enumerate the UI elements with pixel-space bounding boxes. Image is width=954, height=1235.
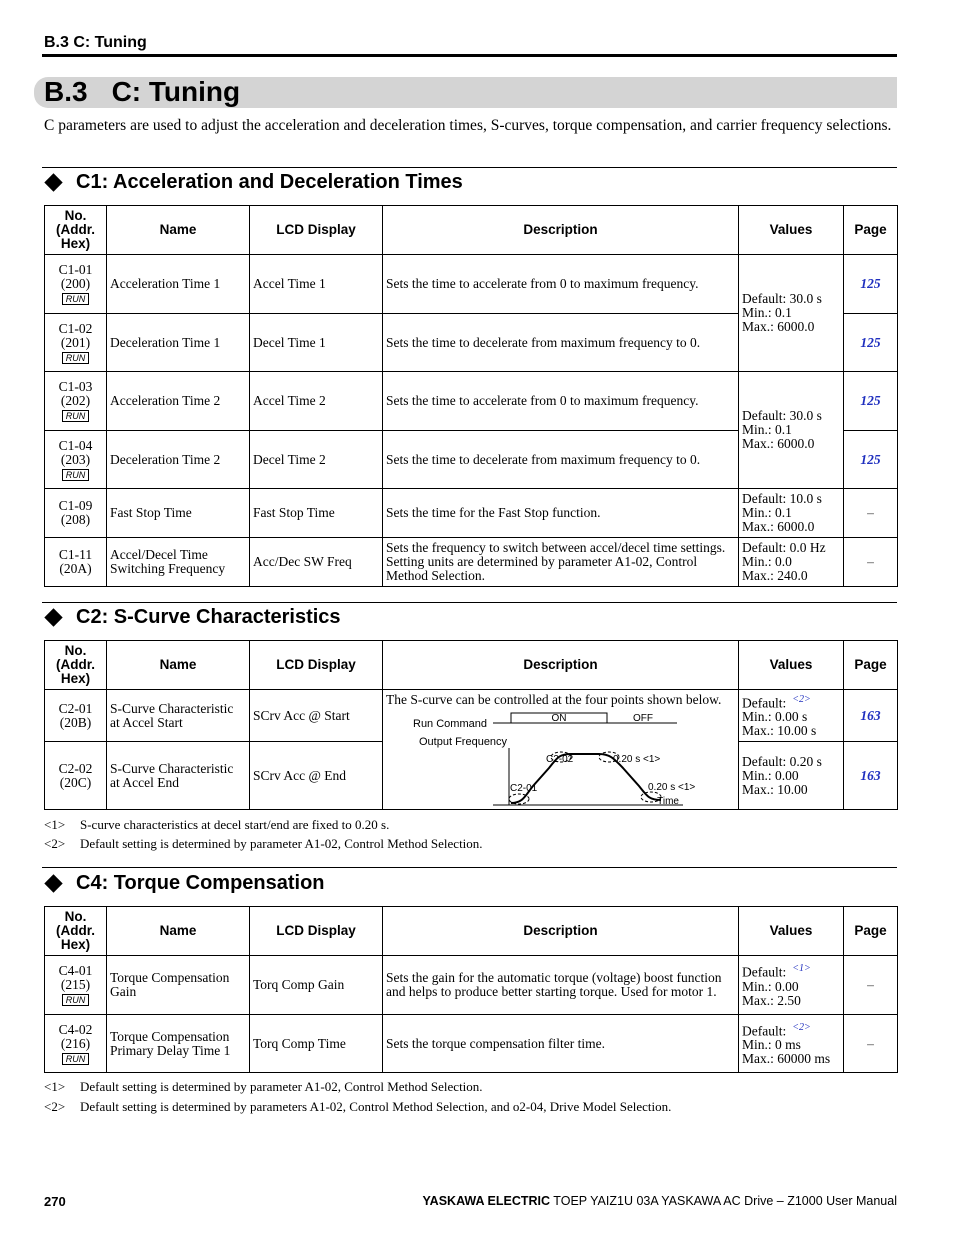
col-header-lcd: LCD Display [250,907,383,956]
param-values: Default: $^{<2>}$ Min.: 0 ms Max.: 60000 ms [739,1015,844,1073]
col-header-page: Page [844,206,898,255]
footer-manual-title: YASKAWA ELECTRIC TOEP YAIZ1U 03A YASKAWA AC Drive – Z1000 User Manual [422,1194,897,1208]
col-header-name: Name [107,206,250,255]
col-header-lcd: LCD Display [250,206,383,255]
run-badge: RUN [62,1053,90,1065]
col-header-page: Page [844,641,898,690]
on-label: ON [551,712,567,724]
page-cell: – [844,1015,898,1073]
lcd-display: Accel Time 1 [250,255,383,314]
param-number: C4-02 (216) RUN [45,1015,107,1073]
page-link[interactable]: 163 [844,742,898,810]
param-description: Sets the time for the Fast Stop function. [383,489,739,538]
page-link[interactable]: 125 [844,255,898,314]
section-title: C2: S-Curve Characteristics [76,606,341,628]
param-number: C1-04 (203) RUN [45,431,107,489]
param-number: C4-01 (215) RUN [45,956,107,1015]
c1-parameter-table [44,205,898,587]
param-name: S-Curve Characteristic at Accel End [107,742,250,810]
run-badge: RUN [62,994,90,1006]
diamond-bullet-icon [44,173,62,191]
param-number: C1-02 (201) RUN [45,314,107,372]
col-header-values: Values [739,206,844,255]
lcd-display: Decel Time 2 [250,431,383,489]
param-name: Deceleration Time 2 [107,431,250,489]
lcd-display: SCrv Acc @ End [250,742,383,810]
param-name: Deceleration Time 1 [107,314,250,372]
param-description: Sets the gain for the automatic torque (voltage) boost function and helps to produce better starting torque. Used for motor 1. [383,956,739,1015]
section-title: C1: Acceleration and Deceleration Times [76,171,463,193]
col-header-no: No. (Addr. Hex) [45,641,107,690]
section-heading-c2 [44,606,341,629]
c2-02-label: C2-02 [546,753,574,765]
table-row [45,538,898,587]
param-values: Default: $^{<2>}$ Min.: 0.00 s Max.: 10.00 s [739,690,844,742]
param-name: Acceleration Time 2 [107,372,250,431]
param-number: C1-09 (208) [45,489,107,538]
param-description: Sets the time to accelerate from 0 to maximum frequency. [383,372,739,431]
param-description: Sets the time to decelerate from maximum frequency to 0. [383,431,739,489]
title-text: C: Tuning [111,76,241,107]
col-header-name: Name [107,907,250,956]
lcd-display: Decel Time 1 [250,314,383,372]
section-rule [42,167,897,168]
footnote: <2> Default setting is determined by parameter A1-02, Control Method Selection. [44,836,483,851]
lcd-display: SCrv Acc @ Start [250,690,383,742]
section-rule [42,867,897,868]
col-header-values: Values [739,641,844,690]
time-label: Time [657,795,679,807]
time-annotation-1: 0.20 s <1> [613,753,661,765]
run-badge: RUN [62,352,90,364]
param-name: Fast Stop Time [107,489,250,538]
param-name: S-Curve Characteristic at Accel Start [107,690,250,742]
s-curve-description: The S-curve can be controlled at the four points shown below. [386,691,722,707]
table-row [45,1015,898,1073]
page-cell: – [844,489,898,538]
run-badge: RUN [62,469,90,481]
param-number: C2-02 (20C) [45,742,107,810]
footnote: <2> Default setting is determined by parameters A1-02, Control Method Selection, and o2-04, Drive Model Selection. [44,1099,672,1114]
col-header-page: Page [844,907,898,956]
lcd-display: Torq Comp Gain [250,956,383,1015]
s-curve-diagram [383,708,737,808]
param-name: Accel/Decel Time Switching Frequency [107,538,250,587]
param-description: Sets the time to accelerate from 0 to maximum frequency. [383,255,739,314]
param-values: Default: 30.0 s Min.: 0.1 Max.: 6000.0 [739,255,844,372]
c4-parameter-table [44,906,898,1073]
param-description: Sets the frequency to switch between accel/decel time settings. Setting units are determined by parameter A1-02, Control Method Selection. [383,538,739,587]
param-number: C1-11 (20A) [45,538,107,587]
off-label: OFF [633,712,653,724]
c2-01-label: C2-01 [510,782,538,794]
footnote: <1> S-curve characteristics at decel start/end are fixed to 0.20 s. [44,817,390,832]
param-number: C1-03 (202) RUN [45,372,107,431]
col-header-values: Values [739,907,844,956]
col-header-no: No. (Addr. Hex) [45,206,107,255]
section-title: C4: Torque Compensation [76,872,325,894]
page-link[interactable]: 125 [844,314,898,372]
param-name: Torque Compensation Gain [107,956,250,1015]
section-heading-c1 [44,171,463,194]
footnote-ref[interactable]: <2> [792,693,811,705]
table-row [45,372,898,431]
param-values: Default: 30.0 s Min.: 0.1 Max.: 6000.0 [739,372,844,489]
output-frequency-label: Output Frequency [419,735,508,748]
col-header-no: No. (Addr. Hex) [45,907,107,956]
param-values: Default: 10.0 s Min.: 0.1 Max.: 6000.0 [739,489,844,538]
page-link[interactable]: 125 [844,372,898,431]
footnote: <1> Default setting is determined by parameter A1-02, Control Method Selection. [44,1079,483,1094]
page-link[interactable]: 125 [844,431,898,489]
diamond-bullet-icon [44,874,62,892]
page-number: 270 [44,1194,66,1209]
page-title [44,76,240,108]
lcd-display: Fast Stop Time [250,489,383,538]
header-rule [42,54,897,57]
table-row [45,255,898,314]
param-name: Torque Compensation Primary Delay Time 1 [107,1015,250,1073]
param-values: Default: 0.0 Hz Min.: 0.0 Max.: 240.0 [739,538,844,587]
footnote-ref[interactable]: <1> [792,963,811,975]
title-number: B.3 [44,76,88,107]
lcd-display: Accel Time 2 [250,372,383,431]
time-annotation-2: 0.20 s <1> [648,781,696,793]
page-link[interactable]: 163 [844,690,898,742]
footnote-ref[interactable]: <2> [792,1021,811,1033]
page-cell: – [844,538,898,587]
param-description: Sets the time to decelerate from maximum frequency to 0. [383,314,739,372]
intro-paragraph: C parameters are used to adjust the acceleration and deceleration times, S-curves, torque compensation, and carrier frequency selections. [44,117,892,134]
table-row [45,956,898,1015]
param-number: C1-01 (200) RUN [45,255,107,314]
param-number: C2-01 (20B) [45,690,107,742]
param-description [383,690,739,810]
running-head: B.3 C: Tuning [44,34,147,51]
param-values: Default: 0.20 s Min.: 0.00 Max.: 10.00 [739,742,844,810]
section-heading-c4 [44,872,325,895]
param-description: Sets the torque compensation filter time. [383,1015,739,1073]
col-header-lcd: LCD Display [250,641,383,690]
col-header-description: Description [383,907,739,956]
col-header-description: Description [383,641,739,690]
col-header-name: Name [107,641,250,690]
diamond-bullet-icon [44,608,62,626]
lcd-display: Acc/Dec SW Freq [250,538,383,587]
run-command-label: Run Command [413,717,487,730]
table-row [45,690,898,742]
section-rule [42,602,897,603]
run-badge: RUN [62,410,90,422]
page-cell: – [844,956,898,1015]
table-row [45,489,898,538]
c2-parameter-table [44,640,898,810]
run-badge: RUN [62,293,90,305]
param-name: Acceleration Time 1 [107,255,250,314]
lcd-display: Torq Comp Time [250,1015,383,1073]
col-header-description: Description [383,206,739,255]
param-values: Default: $^{<1>}$ Min.: 0.00 Max.: 2.50 [739,956,844,1015]
